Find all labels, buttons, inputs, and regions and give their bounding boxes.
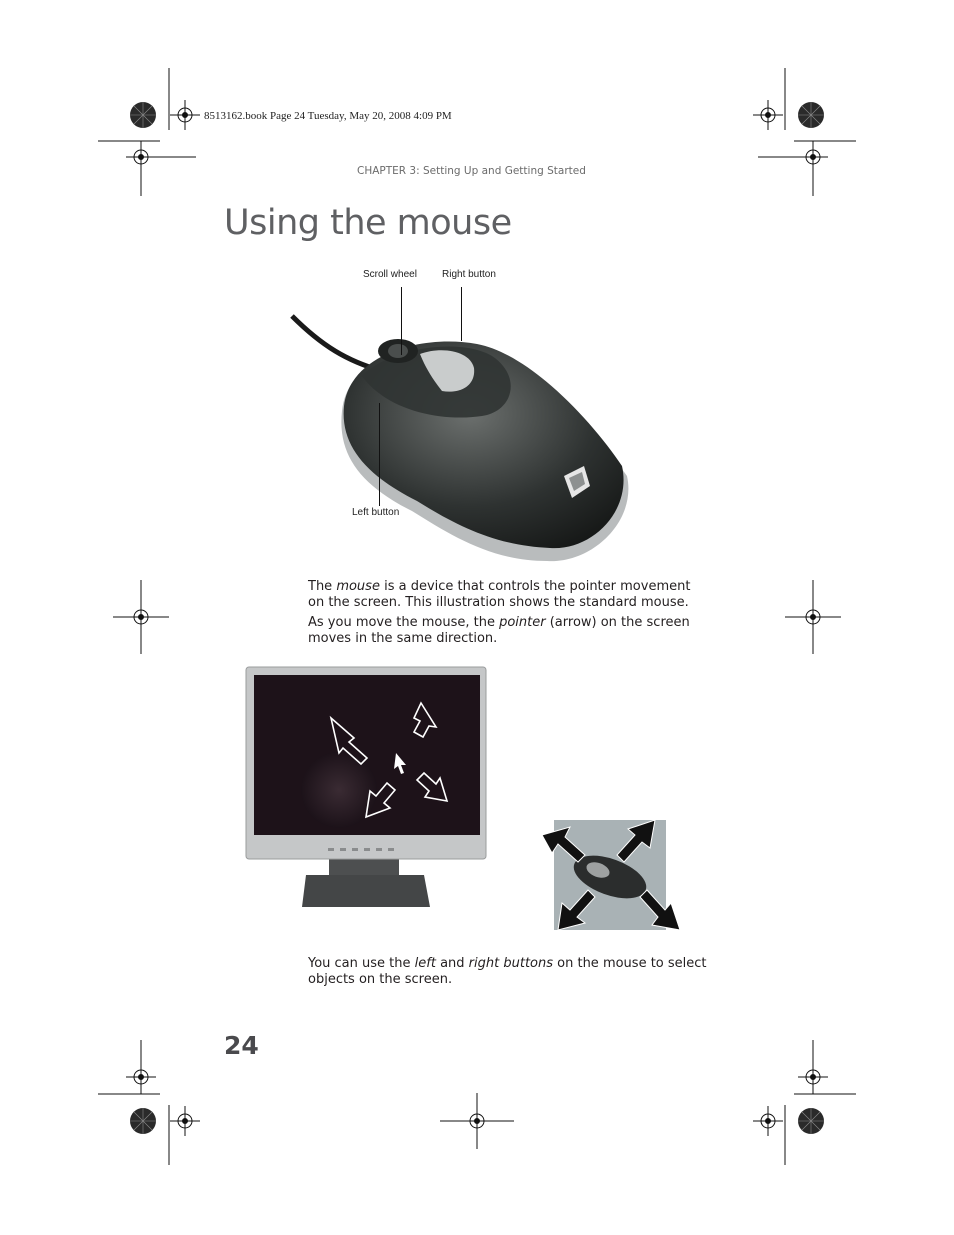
paragraph-text: (arrow) on the screen moves in the same direction.: [308, 615, 690, 646]
print-header: 8513162.book Page 24 Tuesday, May 20, 2008 4:09 PM: [204, 110, 452, 122]
right-button-leader: [461, 287, 462, 341]
term-right-buttons: right buttons: [468, 956, 554, 971]
term-mouse: mouse: [336, 579, 380, 594]
term-pointer: pointer: [499, 615, 546, 630]
chapter-header: CHAPTER 3: Setting Up and Getting Started: [357, 165, 586, 177]
mouse-illustration: [292, 316, 632, 566]
paragraph-text: and: [435, 956, 469, 971]
paragraph-text: is a device that controls the pointer movement on the screen. This illustration shows the standard mouse.: [308, 579, 691, 610]
paragraph-text: on the mouse to select objects on the screen.: [308, 956, 707, 987]
monitor-illustration: [244, 665, 494, 910]
mouse-movement-illustration: [540, 815, 685, 935]
paragraph-text: You can use the: [308, 956, 415, 971]
scroll-wheel-label: Scroll wheel: [363, 269, 417, 280]
term-left: left: [414, 956, 436, 971]
paragraph-text: The: [308, 579, 337, 594]
paragraph-buttons-description: [308, 956, 708, 988]
left-button-label: Left button: [352, 507, 400, 518]
page-number: 24: [224, 1031, 259, 1060]
paragraph-pointer-description: [308, 615, 708, 647]
page-title: Using the mouse: [224, 203, 512, 243]
paragraph-mouse-description: [308, 579, 708, 611]
scroll-wheel-leader: [401, 287, 402, 355]
paragraph-text: As you move the mouse, the: [308, 615, 500, 630]
right-button-label: Right button: [442, 269, 496, 280]
left-button-leader: [379, 403, 380, 506]
